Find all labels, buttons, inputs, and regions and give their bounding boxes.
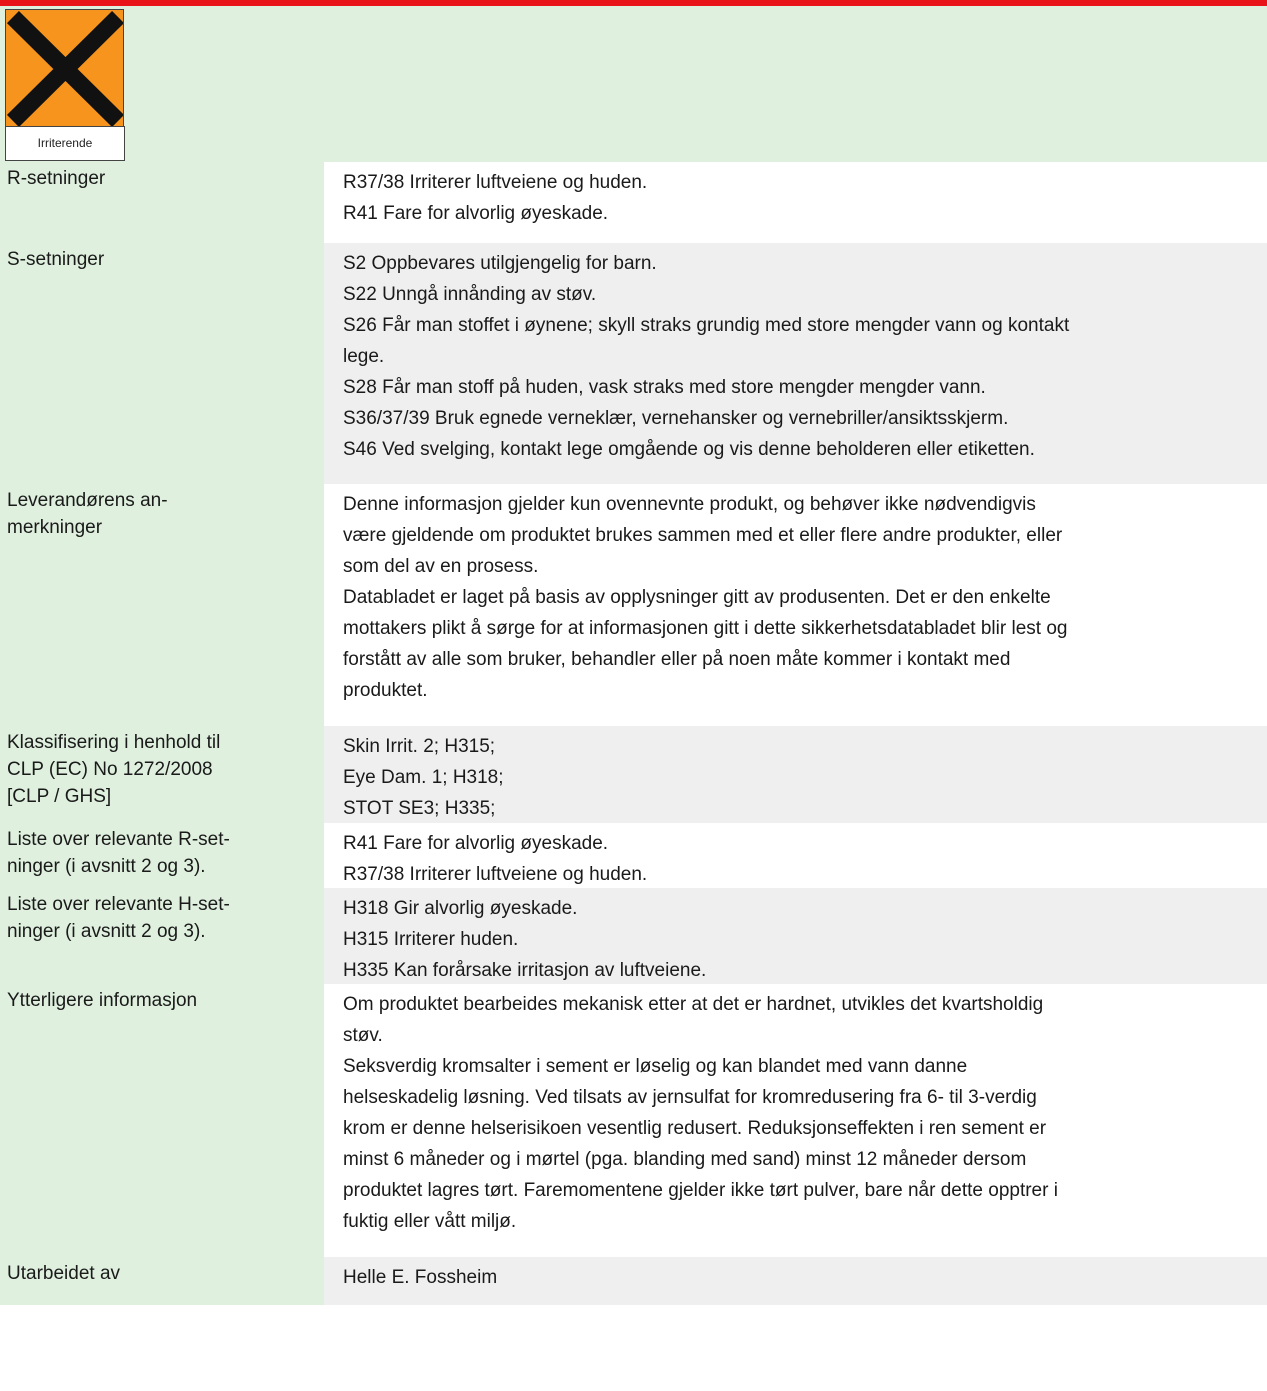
row-label-line: [CLP / GHS] <box>7 786 112 807</box>
row-label-line: S-setninger <box>7 249 105 270</box>
row-value-line: R37/38 Irriterer luftveiene og huden. <box>343 864 648 885</box>
row-value <box>324 162 1267 243</box>
table-row <box>0 888 1267 984</box>
row-value-line: R41 Fare for alvorlig øyeskade. <box>343 833 609 854</box>
row-value <box>324 888 1267 984</box>
hazard-symbol <box>5 9 125 161</box>
row-value-line: støv. <box>343 1025 383 1046</box>
row-value <box>324 1257 1267 1305</box>
table-row <box>0 823 1267 888</box>
row-label-line: Liste over relevante R-set- <box>7 829 230 850</box>
table-row <box>0 1257 1267 1305</box>
row-label-line: Utarbeidet av <box>7 1263 121 1284</box>
row-value-line: R41 Fare for alvorlig øyeskade. <box>343 203 609 224</box>
row-label <box>0 823 324 888</box>
row-value-line: produktet. <box>343 680 428 701</box>
row-value-line: Skin Irrit. 2; H315; <box>343 736 496 757</box>
row-label-line: Liste over relevante H-set- <box>7 894 230 915</box>
row-value-line: S28 Får man stoff på huden, vask straks med store mengder mengder vann. <box>343 377 986 398</box>
table-row <box>0 984 1267 1257</box>
row-value <box>324 243 1267 484</box>
row-value <box>324 823 1267 888</box>
row-value-line: fuktig eller vått miljø. <box>343 1211 517 1232</box>
row-value-line: S22 Unngå innånding av støv. <box>343 284 597 305</box>
row-label <box>0 984 324 1257</box>
row-label-line: Klassifisering i henhold til <box>7 732 221 753</box>
row-value-line: krom er denne helserisikoen vesentlig redusert. Reduksjonseffekten i ren sement er <box>343 1118 1047 1139</box>
row-value-line: S2 Oppbevares utilgjengelig for barn. <box>343 253 657 274</box>
row-label <box>0 1257 324 1305</box>
row-value-line: minst 6 måneder og i mørtel (pga. blanding med sand) minst 12 måneder dersom <box>343 1149 1027 1170</box>
hazard-label: Irriterende <box>5 126 125 161</box>
row-value-line: Databladet er laget på basis av opplysninger gitt av produsenten. Det er den enkelte <box>343 587 1051 608</box>
row-value <box>324 984 1267 1257</box>
table-row <box>0 162 1267 243</box>
row-value-line: som del av en prosess. <box>343 556 539 577</box>
table-row <box>0 484 1267 726</box>
row-label-line: merkninger <box>7 517 103 538</box>
row-value-line: H315 Irriterer huden. <box>343 929 519 950</box>
row-value-line: R37/38 Irriterer luftveiene og huden. <box>343 172 648 193</box>
row-value-line: være gjeldende om produktet brukes sammen med et eller flere andre produkter, eller <box>343 525 1063 546</box>
row-label-line: ninger (i avsnitt 2 og 3). <box>7 921 206 942</box>
row-label-line: Ytterligere informasjon <box>7 990 198 1011</box>
irritant-x-icon <box>5 9 124 127</box>
row-value-line: S46 Ved svelging, kontakt lege omgående og vis denne beholderen eller etiketten. <box>343 439 1035 460</box>
row-value-line: Eye Dam. 1; H318; <box>343 767 504 788</box>
row-label <box>0 243 324 484</box>
row-value-line: Seksverdig kromsalter i sement er løselig og kan blandet med vann danne <box>343 1056 968 1077</box>
row-value-line: S26 Får man stoffet i øynene; skyll straks grundig med store mengder vann og kontakt <box>343 315 1070 336</box>
row-value <box>324 484 1267 726</box>
header-band <box>0 6 1267 162</box>
row-label <box>0 162 324 243</box>
row-value-line: Om produktet bearbeides mekanisk etter at det er hardnet, utvikles det kvartsholdig <box>343 994 1044 1015</box>
row-label-line: ninger (i avsnitt 2 og 3). <box>7 856 206 877</box>
row-value-line: H335 Kan forårsake irritasjon av luftveiene. <box>343 960 707 981</box>
row-label-line: R-setninger <box>7 168 106 189</box>
row-value-line: helseskadelig løsning. Ved tilsats av jernsulfat for kromredusering fra 6- til 3-verdig <box>343 1087 1037 1108</box>
row-label-line: Leverandørens an- <box>7 490 168 511</box>
table-row <box>0 243 1267 484</box>
row-value-line: H318 Gir alvorlig øyeskade. <box>343 898 578 919</box>
row-label <box>0 484 324 726</box>
table-row <box>0 726 1267 823</box>
row-value-line: STOT SE3; H335; <box>343 798 496 819</box>
row-label <box>0 888 324 984</box>
row-value-line: lege. <box>343 346 385 367</box>
row-value <box>324 726 1267 823</box>
row-value-line: produktet lagres tørt. Faremomentene gjelder ikke tørt pulver, bare når dette opptrer i <box>343 1180 1058 1201</box>
row-value-line: Helle E. Fossheim <box>343 1267 498 1288</box>
row-value-line: Denne informasjon gjelder kun ovennevnte produkt, og behøver ikke nødvendigvis <box>343 494 1036 515</box>
safety-data-table <box>0 162 1267 1305</box>
row-value-line: mottakers plikt å sørge for at informasjonen gitt i dette sikkerhetsdatabladet blir lest og <box>343 618 1068 639</box>
row-label-line: CLP (EC) No 1272/2008 <box>7 759 213 780</box>
row-value-line: forstått av alle som bruker, behandler eller på noen måte kommer i kontakt med <box>343 649 1011 670</box>
row-value-line: S36/37/39 Bruk egnede verneklær, vernehansker og vernebriller/ansiktsskjerm. <box>343 408 1009 429</box>
row-label <box>0 726 324 823</box>
